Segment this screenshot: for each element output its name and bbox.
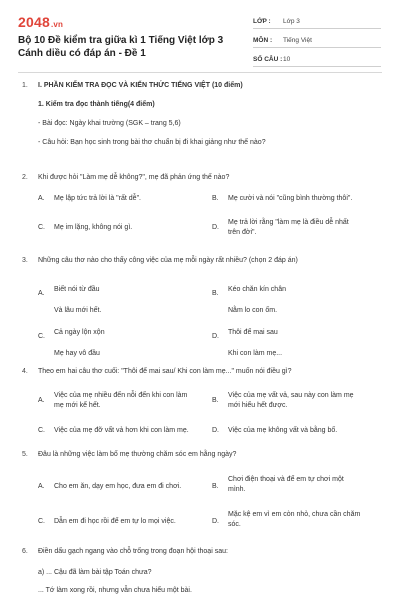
option-letter: A. bbox=[38, 290, 45, 297]
header-divider bbox=[18, 72, 382, 73]
option-line: mới hiểu hết được. bbox=[228, 402, 288, 409]
dialogue-line: a) ... Cậu đã làm bài tập Toán chưa? bbox=[38, 569, 152, 576]
option-text[interactable]: Mẹ lập tức trả lời là "rất dễ". bbox=[54, 195, 141, 202]
option-line: trên đời". bbox=[228, 229, 257, 236]
info-row-class bbox=[253, 14, 381, 29]
info-key: MÔN : bbox=[253, 36, 273, 44]
logo-text: 2048 bbox=[18, 14, 50, 30]
question-number: 5. bbox=[22, 451, 28, 458]
option-text[interactable] bbox=[228, 279, 286, 321]
option-letter: B. bbox=[212, 195, 219, 202]
option-letter: D. bbox=[212, 333, 219, 340]
option-text[interactable] bbox=[228, 322, 282, 364]
option-line: Mẹ hay vô đầu bbox=[54, 350, 100, 357]
document-header bbox=[0, 0, 400, 72]
option-line: Biết nói từ đầu bbox=[54, 286, 100, 293]
question-number: 6. bbox=[22, 548, 28, 555]
option-letter: B. bbox=[212, 397, 219, 404]
option-text[interactable] bbox=[228, 391, 354, 411]
option-letter: D. bbox=[212, 427, 219, 434]
question-text: Điền dấu gạch ngang vào chỗ trống trong đoạn hội thoại sau: bbox=[38, 548, 228, 555]
option-letter: A. bbox=[38, 483, 45, 490]
option-line: Chơi điện thoại và để em tự chơi một bbox=[228, 476, 344, 483]
option-line: Việc của mẹ vất vả, sau này con làm mẹ bbox=[228, 392, 354, 399]
option-letter: C. bbox=[38, 518, 45, 525]
option-line: Thôi để mai sau bbox=[228, 329, 278, 336]
option-text[interactable] bbox=[228, 218, 349, 238]
reading-line: - Bài đọc: Ngày khai trường (SGK – trang 5,6) bbox=[38, 120, 181, 127]
info-value: Tiếng Việt bbox=[283, 36, 312, 44]
option-text[interactable]: Dẫn em đi học rồi để em tự lo mọi việc. bbox=[54, 518, 176, 525]
question-number: 3. bbox=[22, 257, 28, 264]
info-key: LỚP : bbox=[253, 17, 271, 25]
site-logo[interactable] bbox=[18, 14, 63, 30]
option-letter: C. bbox=[38, 427, 45, 434]
question-number: 1. bbox=[22, 82, 28, 89]
option-letter: C. bbox=[38, 224, 45, 231]
info-value: 10 bbox=[283, 55, 291, 63]
option-text[interactable] bbox=[54, 279, 101, 321]
option-letter: B. bbox=[212, 290, 219, 297]
option-text[interactable]: Mẹ im lặng, không nói gì. bbox=[54, 224, 133, 231]
info-value: Lớp 3 bbox=[283, 17, 300, 25]
section-subtitle: 1. Kiểm tra đọc thành tiếng(4 điểm) bbox=[38, 101, 155, 108]
option-text[interactable] bbox=[228, 475, 344, 495]
option-text[interactable]: Mẹ cười và nói "cũng bình thường thôi". bbox=[228, 195, 353, 202]
option-text[interactable] bbox=[228, 510, 360, 530]
option-letter: D. bbox=[212, 224, 219, 231]
option-line: Nằm lo con ốm. bbox=[228, 307, 278, 314]
option-letter: A. bbox=[38, 195, 45, 202]
option-line: sóc. bbox=[228, 521, 241, 528]
question-text: Khi được hỏi "Làm mẹ dễ không?", mẹ đã phản ứng thế nào? bbox=[38, 174, 230, 181]
option-line: Cả ngày lộn xộn bbox=[54, 329, 105, 336]
option-text[interactable]: Việc của mẹ đỡ vất vả hơn khi con làm mẹ. bbox=[54, 427, 189, 434]
option-letter: C. bbox=[38, 333, 45, 340]
info-key: SỐ CÂU : bbox=[253, 55, 283, 63]
question-text: Theo em hai câu thơ cuối: "Thôi để mai sau/ Khi con làm mẹ..." muốn nói điều gì? bbox=[38, 368, 292, 375]
option-line: Mẹ trả lời rằng "làm mẹ là điều dễ nhất bbox=[228, 219, 349, 226]
option-letter: B. bbox=[212, 483, 219, 490]
question-text: I. PHẦN KIỂM TRA ĐỌC VÀ KIẾN THỨC TIẾNG VIỆT (10 điểm) bbox=[38, 82, 243, 89]
option-letter: D. bbox=[212, 518, 219, 525]
option-text[interactable] bbox=[54, 322, 105, 364]
question-number: 2. bbox=[22, 174, 28, 181]
option-text[interactable]: Cho em ăn, dạy em học, đưa em đi chơi. bbox=[54, 483, 182, 490]
question-text: Những câu thơ nào cho thấy công việc của mẹ mỗi ngày rất nhiều? (chọn 2 đáp án) bbox=[38, 257, 298, 264]
info-row-count bbox=[253, 52, 381, 67]
option-text[interactable] bbox=[54, 391, 187, 411]
dialogue-line: ... Tớ làm xong rồi, nhưng vẫn chưa hiểu một bài. bbox=[38, 587, 192, 594]
option-line: Khi con làm mẹ... bbox=[228, 350, 283, 357]
option-text[interactable]: Việc của mẹ không vất và bằng bố. bbox=[228, 427, 338, 434]
logo-tld: .vn bbox=[50, 20, 64, 29]
info-row-subject bbox=[253, 33, 381, 48]
option-line: mình. bbox=[228, 486, 246, 493]
option-line: Mặc kệ em vì em còn nhỏ, chưa cần chăm bbox=[228, 511, 361, 518]
option-line: Và lâu mới hết. bbox=[54, 307, 102, 314]
question-text: Đâu là những việc làm bố mẹ thường chăm sóc em hằng ngày? bbox=[38, 451, 237, 458]
info-panel bbox=[253, 14, 381, 71]
question-number: 4. bbox=[22, 368, 28, 375]
option-line: Việc của mẹ nhiều đến nỗi đến khi con làm bbox=[54, 392, 188, 399]
question-line: - Câu hỏi: Bạn học sinh trong bài thơ chuẩn bị đi khai giảng như thế nào? bbox=[38, 139, 266, 146]
option-line: Kéo chăn kín chân bbox=[228, 286, 286, 293]
option-line: mẹ mới kể hết. bbox=[54, 402, 101, 409]
document-title: Bộ 10 Đề kiểm tra giữa kì 1 Tiếng Việt lớp 3 Cánh diều có đáp án - Đề 1 bbox=[18, 35, 224, 59]
option-letter: A. bbox=[38, 397, 45, 404]
